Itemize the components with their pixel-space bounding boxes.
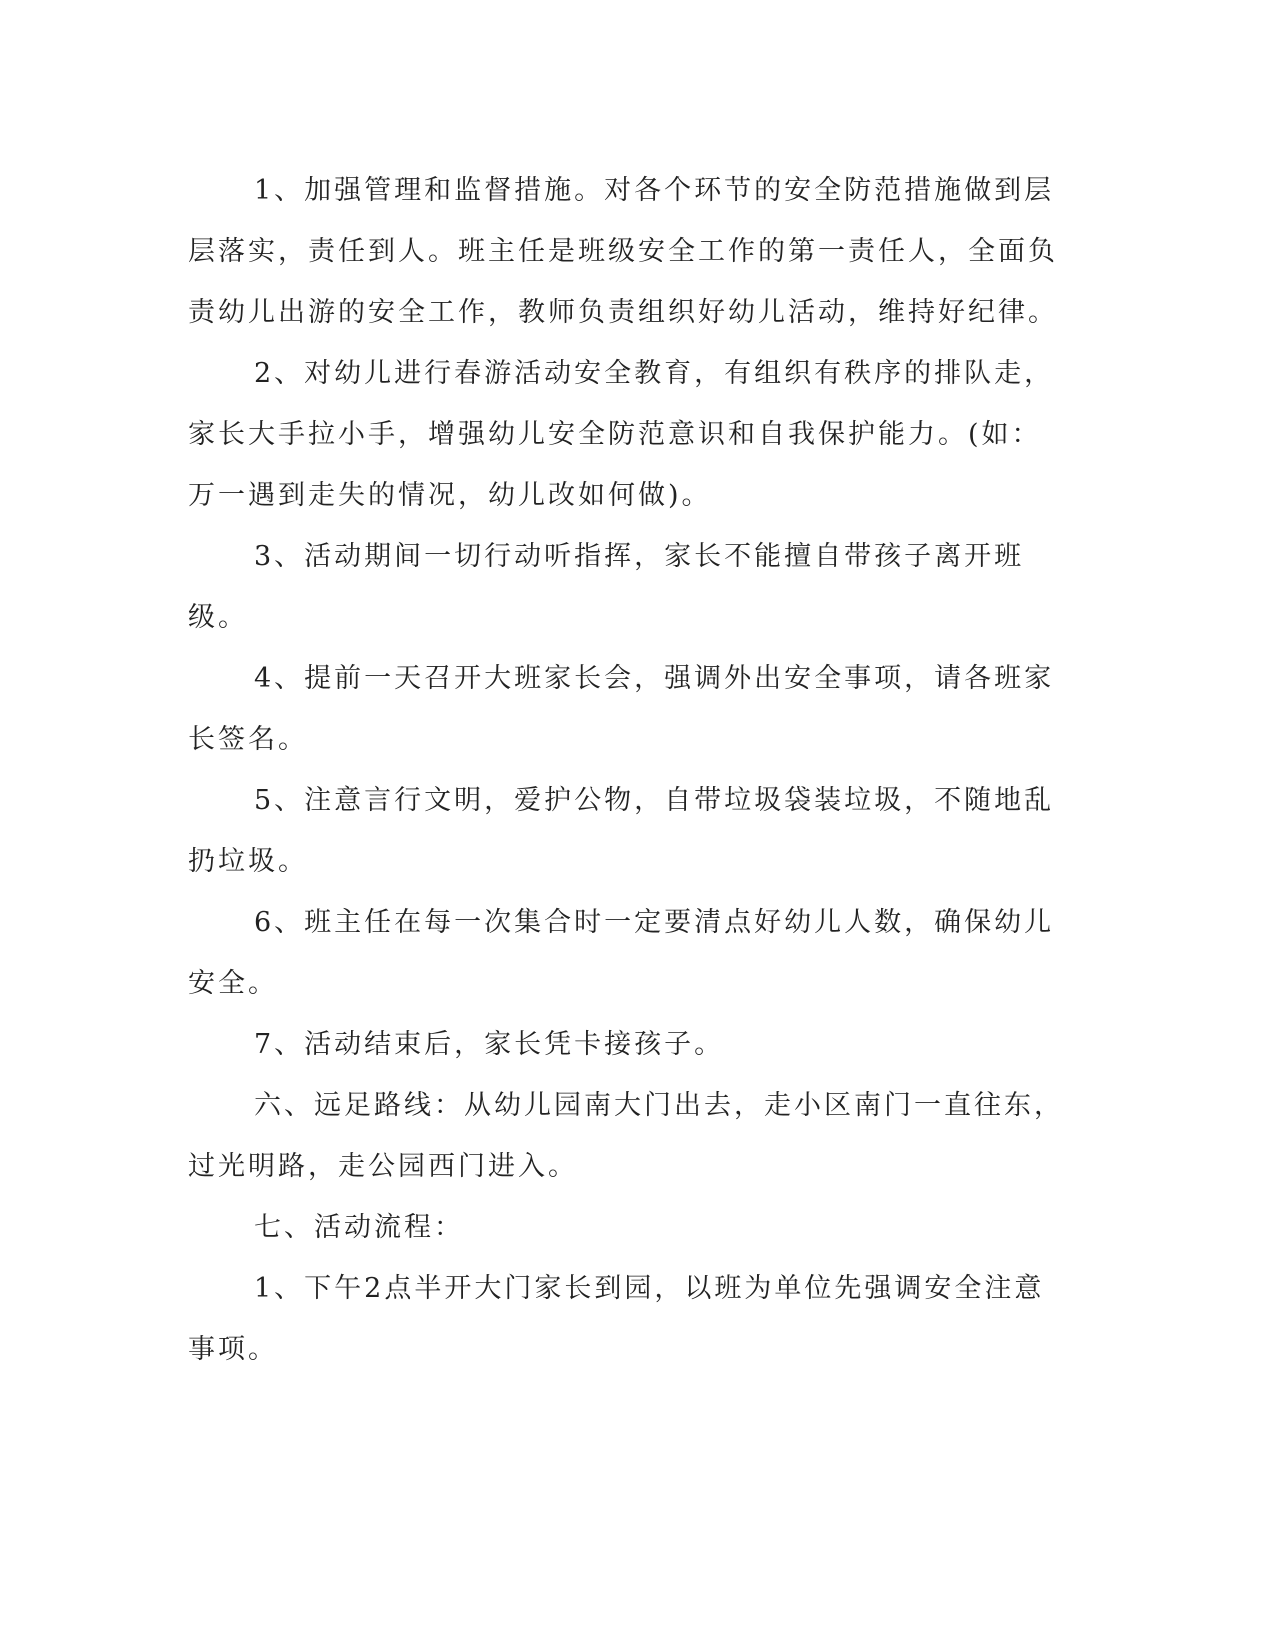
paragraph-safety-management: 1、加强管理和监督措施。对各个环节的安全防范措施做到层层落实，责任到人。班主任是班级安全工作的第一责任人，全面负责幼儿出游的安全工作，教师负责组织好幼儿活动，维持好纪律。 bbox=[188, 175, 1058, 328]
paragraph-route: 六、远足路线：从幼儿园南大门出去，走小区南门一直往东，过光明路，走公园西门进入。 bbox=[188, 1090, 1064, 1182]
paragraph-pickup: 7、活动结束后，家长凭卡接孩子。 bbox=[254, 1029, 725, 1060]
paragraph-parent-meeting: 4、提前一天召开大班家长会，强调外出安全事项，请各班家长签名。 bbox=[188, 663, 1055, 755]
document-body bbox=[188, 160, 1068, 1380]
paragraph-safety-education: 2、对幼儿进行春游活动安全教育，有组织有秩序的排队走，家长大手拉小手，增强幼儿安全防范意识和自我保护能力。(如：万一遇到走失的情况，幼儿改如何做)。 bbox=[188, 358, 1055, 511]
paragraph-headcount: 6、班主任在每一次集合时一定要清点好幼儿人数，确保幼儿安全。 bbox=[188, 907, 1055, 999]
paragraph-civilized-behavior: 5、注意言行文明，爱护公物，自带垃圾袋装垃圾，不随地乱扔垃圾。 bbox=[188, 785, 1055, 877]
section-heading-activity-flow: 七、活动流程： bbox=[254, 1212, 464, 1243]
paragraph-afternoon-arrival: 1、下午2点半开大门家长到园，以班为单位先强调安全注意事项。 bbox=[188, 1273, 1045, 1365]
paragraph-follow-instructions: 3、活动期间一切行动听指挥，家长不能擅自带孩子离开班级。 bbox=[188, 541, 1025, 633]
